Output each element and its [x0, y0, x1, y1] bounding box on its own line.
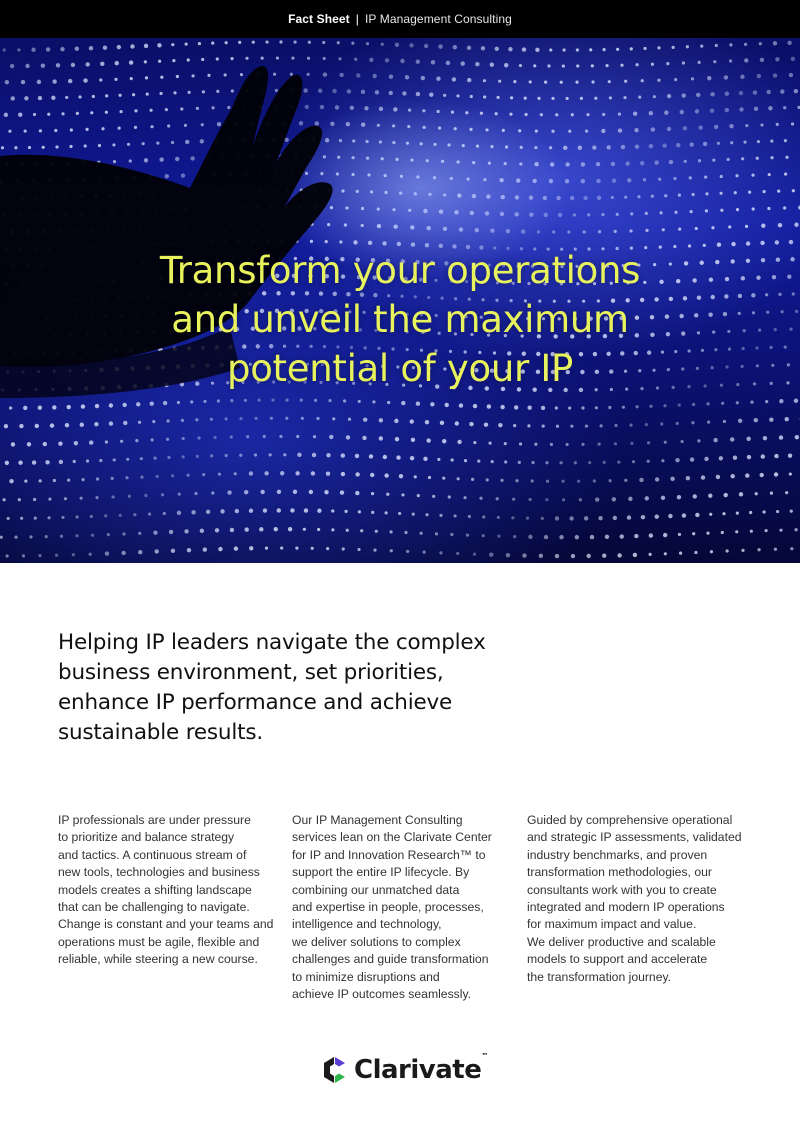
hero-headline — [0, 246, 800, 393]
body-columns — [58, 812, 758, 1003]
body-column-2: Our IP Management Consulting services lean on the Clarivate Center for IP and Innovation Research™ to support the entire IP lifecycle. By combining our unmatched data and expertise in people, processes, intelligence and technology, we deliver solutions to complex challenges and guide transformation to minimize disruptions and achieve IP outcomes seamlessly. — [292, 813, 492, 1002]
hero-headline-line-2: and unveil the maximum — [171, 298, 629, 341]
clarivate-logo — [320, 1052, 488, 1088]
body-column-3: Guided by comprehensive operational and strategic IP assessments, validated industry benchmarks, and proven transformation methodologies, our consultants work with you to create integrated and modern IP operations for maximum impact and value. We deliver productive and scalable models to support and accelerate the transformation journey. — [527, 813, 742, 984]
header-doc-topic: IP Management Consulting — [364, 12, 512, 26]
hero-banner — [0, 38, 800, 563]
hero-headline-line-3: potential of your IP — [227, 347, 573, 390]
top-header-bar — [0, 0, 800, 38]
body-column-1: IP professionals are under pressure to prioritize and balance strategy and tactics. A continuous stream of new tools, technologies and business models creates a shifting landscape that can be challenging to navigate. Change is constant and your teams and operations must be agile, flexible and reliable, while steering a new course. — [58, 813, 274, 967]
hero-headline-line-1: Transform your operations — [159, 249, 641, 292]
header-separator: | — [355, 12, 359, 26]
clarivate-mark-icon — [320, 1055, 348, 1085]
header-doc-type: Fact Sheet — [288, 12, 350, 26]
intro-subheading: Helping IP leaders navigate the complex business environment, set priorities, enhance IP performance and achieve sustainable results. — [58, 630, 486, 745]
logo-wordmark: Clarivate™ — [354, 1052, 488, 1085]
logo-trademark: ™ — [481, 1052, 488, 1061]
